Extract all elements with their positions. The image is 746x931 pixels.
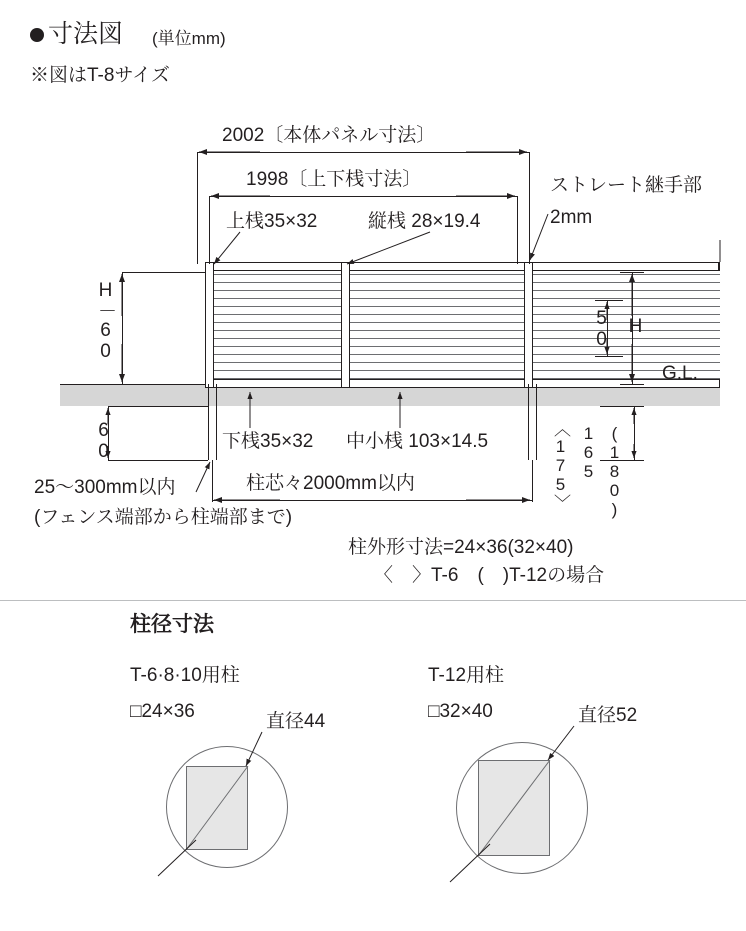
dim-ext-rail-right — [517, 196, 518, 264]
post-section-0-size: □24×36 — [130, 701, 195, 722]
label-vertical-rail: 縦桟 28×19.4 — [368, 211, 481, 232]
post-right-line-1 — [528, 384, 529, 460]
dim-line-buried — [634, 406, 635, 460]
label-50: 50 — [591, 308, 612, 350]
dim-ext-50-top — [595, 300, 623, 301]
label-h: H — [625, 316, 646, 337]
post-section-0-rect — [186, 766, 248, 850]
label-165: 165 — [579, 424, 598, 481]
label-top-rail: 上桟35×32 — [226, 211, 318, 232]
label-gl: G.L. — [662, 363, 698, 384]
dim-line-rail — [209, 196, 517, 197]
post-left-line-1 — [208, 384, 209, 460]
label-180: (180) — [605, 424, 624, 519]
bullet-icon — [30, 28, 44, 42]
vertical-rail-left — [205, 262, 214, 388]
post-section-1-rect — [478, 760, 550, 856]
post-right-line-2 — [536, 384, 537, 460]
post-left-line-2 — [216, 384, 217, 460]
dim-ext-pitch-left — [212, 460, 213, 502]
page-title-unit: (単位mm) — [152, 29, 226, 48]
dim-ext-pitch-right — [532, 460, 533, 502]
fence-panel-left — [205, 266, 345, 384]
dim-ext-h60-top — [122, 272, 206, 273]
label-bottom-rail: 下桟35×32 — [222, 431, 314, 452]
vertical-rail-mid — [341, 262, 350, 388]
dim-ext-h60-bottom — [122, 384, 206, 385]
page-title: 寸法図 — [48, 20, 124, 48]
louver-lines — [349, 266, 529, 384]
top-rail — [205, 262, 720, 271]
label-edge-line1: 25〜300mm以内 — [34, 477, 176, 498]
dim-line-h60 — [122, 272, 123, 384]
label-joint-line2: 2mm — [550, 207, 593, 228]
post-section-1-size: □32×40 — [428, 701, 493, 722]
post-section-1-diameter: 直径52 — [578, 705, 638, 726]
dim-panel-label: 2002〔本体パネル寸法〕 — [222, 125, 436, 146]
dim-line-panel — [197, 152, 529, 153]
label-60: 60 — [93, 420, 114, 462]
dim-ext-panel-left — [197, 152, 198, 264]
dim-ext-buried-top — [600, 406, 644, 407]
label-pitch: 柱芯々2000mm以内 — [246, 473, 415, 494]
label-edge-line2: (フェンス端部から柱端部まで) — [34, 507, 293, 528]
post-section-0-title: T-6·8·10用柱 — [130, 665, 240, 686]
vertical-rail-joint — [524, 262, 533, 388]
dim-rail-label: 1998〔上下桟寸法〕 — [246, 169, 422, 190]
post-section-0-diameter: 直径44 — [266, 711, 326, 732]
label-h-minus-60: H－60 — [95, 280, 116, 362]
fence-panel-middle — [349, 266, 529, 384]
size-note: ※図はT-8サイズ — [30, 65, 170, 86]
dim-ext-rail-left — [209, 196, 210, 264]
dim-ext-h-top — [620, 272, 644, 273]
label-joint-line1: ストレート継手部 — [550, 175, 703, 196]
dim-ext-panel-right — [529, 152, 530, 264]
section-divider — [0, 600, 746, 601]
label-post-size: 柱外形寸法=24×36(32×40) — [348, 537, 574, 558]
dim-ext-h-bottom — [620, 384, 644, 385]
dim-line-pitch — [212, 500, 532, 501]
label-175: 〈175〉 — [551, 420, 570, 511]
top-rail-right-ext — [718, 262, 720, 271]
label-mid-rail: 中小桟 103×14.5 — [346, 431, 489, 452]
label-post-case: 〈 〉T-6 ( )T-12の場合 — [374, 565, 605, 586]
louver-lines — [205, 266, 345, 384]
post-section-title: 柱径寸法 — [130, 613, 214, 636]
dim-ext-60-top — [108, 406, 208, 407]
dim-ext-50-bottom — [595, 356, 623, 357]
dim-ext-60-bottom — [108, 460, 208, 461]
post-section-1-title: T-12用柱 — [428, 665, 505, 686]
